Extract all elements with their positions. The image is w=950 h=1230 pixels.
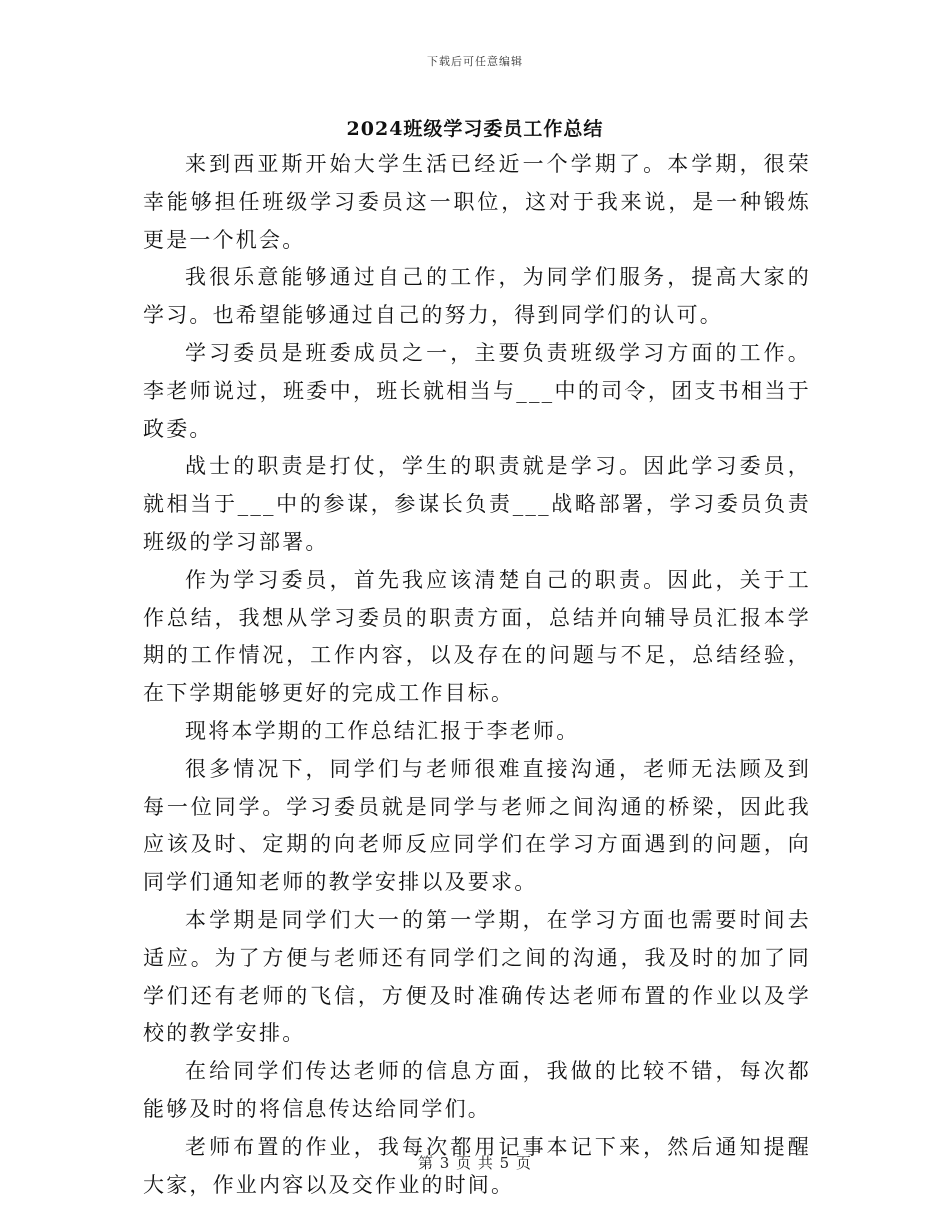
header-note: 下载后可任意编辑 — [427, 55, 523, 68]
paragraph-8: 本学期是同学们大一的第一学期，在学习方面也需要时间去适应。为了方便与老师还有同学们之间的沟通，我及时的加了同学们还有老师的飞信，方便及时准确传达老师布置的作业以及学校的教学安排。 — [143, 907, 811, 1046]
page-number: 第 3 页 共 5 页 — [418, 1154, 532, 1172]
paragraph-2: 我很乐意能够通过自己的工作，为同学们服务，提高大家的学习。也希望能够通过自己的努力，得到同学们的认可。 — [143, 265, 811, 328]
paragraph-1: 来到西亚斯开始大学生活已经近一个学期了。本学期，很荣幸能够担任班级学习委员这一职位，这对于我来说，是一种锻炼更是一个机会。 — [143, 152, 811, 252]
paragraph-6: 现将本学期的工作总结汇报于李老师。 — [185, 718, 580, 743]
paragraph-4: 战士的职责是打仗，学生的职责就是学习。因此学习委员，就相当于___中的参谋，参谋长负责___战略部署，学习委员负责班级的学习部署。 — [143, 454, 811, 554]
paragraph-5: 作为学习委员，首先我应该清楚自己的职责。因此，关于工作总结，我想从学习委员的职责方面，总结并向辅导员汇报本学期的工作情况，工作内容，以及存在的问题与不足，总结经验，在下学期能够更好的完成工作目标。 — [143, 567, 811, 706]
document-title: 2024班级学习委员工作总结 — [346, 118, 604, 140]
paragraph-9: 在给同学们传达老师的信息方面，我做的比较不错，每次都能够及时的将信息传达给同学们。 — [143, 1059, 811, 1121]
paragraph-10: 老师布置的作业，我每次都用记事本记下来，然后通知提醒大家，作业内容以及交作业的时间。 — [143, 1134, 811, 1197]
paragraph-3: 学习委员是班委成员之一，主要负责班级学习方面的工作。李老师说过，班委中，班长就相当与___中的司令，团支书相当于政委。 — [143, 340, 811, 441]
paragraph-7: 很多情况下，同学们与老师很难直接沟通，老师无法顾及到每一位同学。学习委员就是同学与老师之间沟通的桥梁，因此我应该及时、定期的向老师反应同学们在学习方面遇到的问题，向同学们通知老师的教学安排以及要求。 — [143, 756, 811, 895]
document-body — [143, 146, 811, 1204]
